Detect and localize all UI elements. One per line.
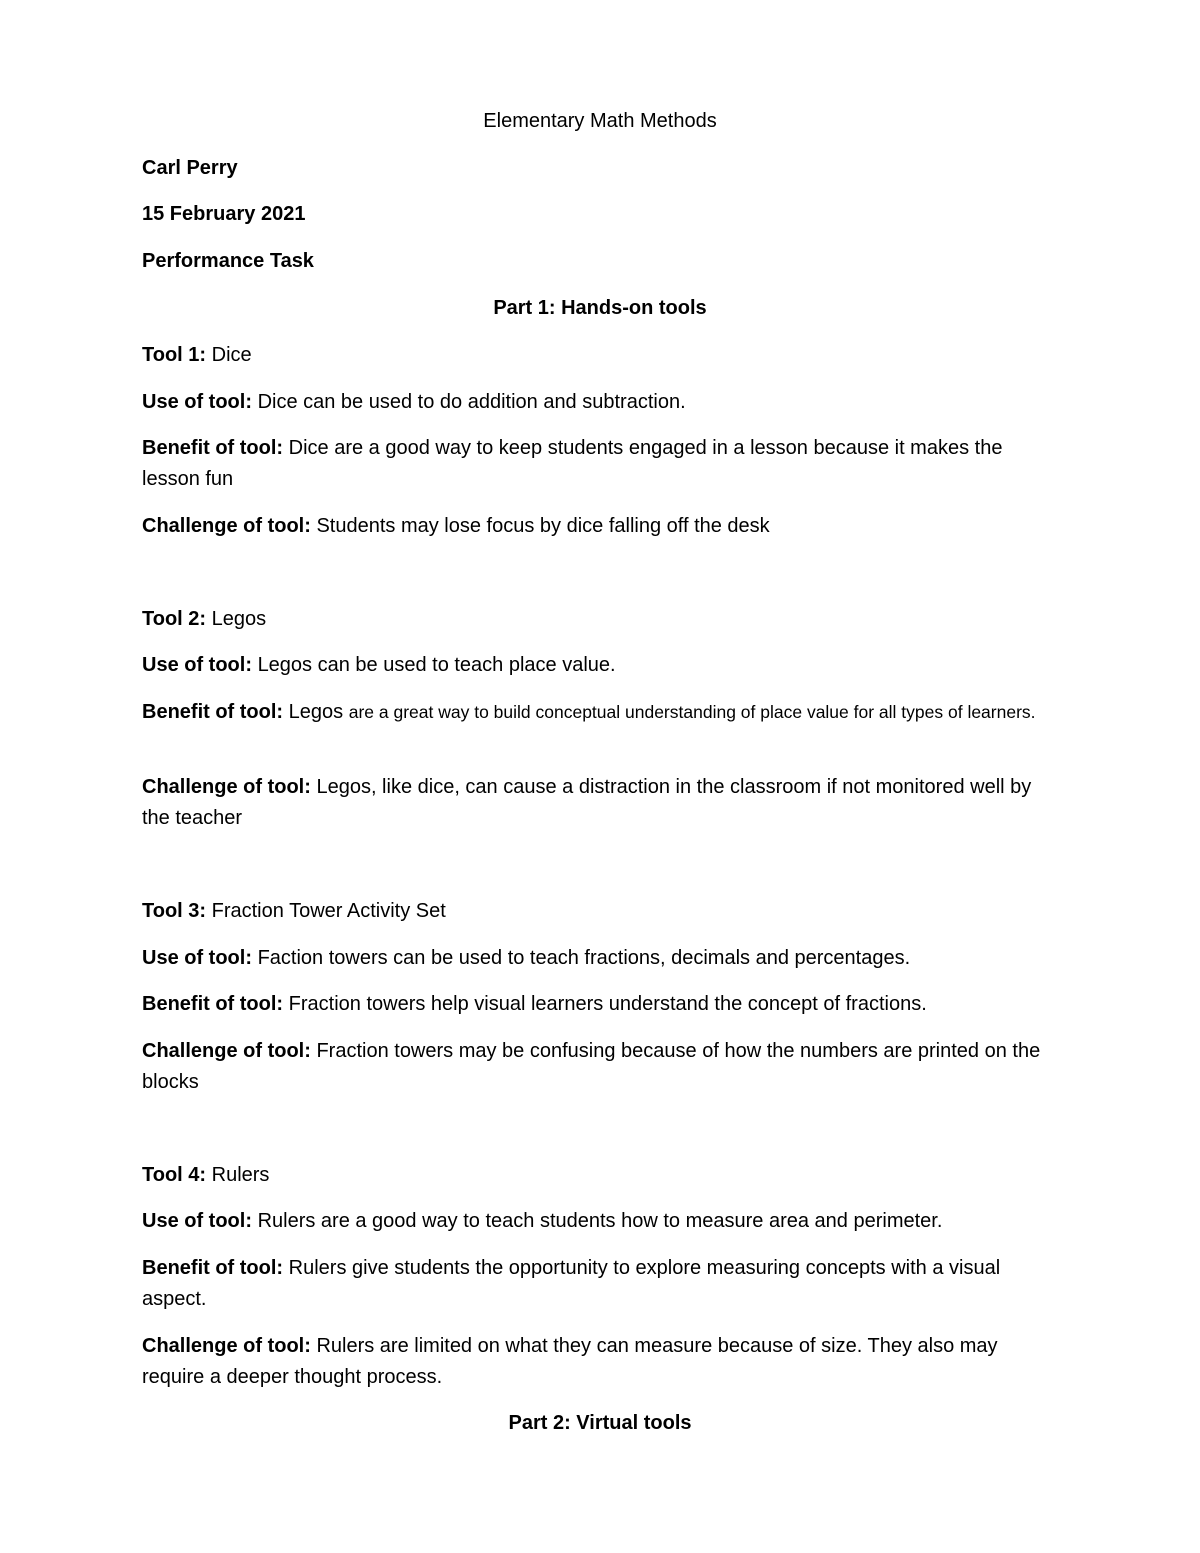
tool-heading [142, 604, 1062, 635]
tool-use [142, 943, 1062, 974]
tool-benefit [142, 989, 1062, 1020]
tool-label: Tool 1: [142, 344, 207, 366]
benefit-label: Benefit of tool: [142, 437, 284, 459]
use-label: Use of tool: [142, 947, 252, 969]
tool-use [142, 387, 1062, 418]
tool-name: Legos [211, 608, 267, 630]
use-text: Legos can be used to teach place value. [257, 654, 616, 676]
tool-benefit [142, 1253, 1062, 1315]
challenge-text: Legos, like dice, can cause a distraction in the classroom if not monitored well by the teacher [142, 776, 1032, 829]
benefit-text: Rulers give students the opportunity to explore measuring concepts with a visual aspect. [142, 1257, 1001, 1310]
tool-challenge [142, 511, 1062, 542]
tool-use [142, 1206, 1062, 1237]
benefit-label: Benefit of tool: [142, 993, 284, 1015]
use-text: Faction towers can be used to teach fractions, decimals and percentages. [257, 947, 911, 969]
challenge-label: Challenge of tool: [142, 515, 311, 537]
tool-label: Tool 4: [142, 1164, 207, 1186]
tool-heading [142, 896, 1062, 927]
challenge-text: Students may lose focus by dice falling off the desk [316, 515, 770, 537]
use-label: Use of tool: [142, 1210, 252, 1232]
tool-heading [142, 340, 1062, 371]
challenge-label: Challenge of tool: [142, 776, 311, 798]
tool-challenge [142, 1036, 1062, 1098]
benefit-label: Benefit of tool: [142, 701, 284, 723]
author-name: Carl Perry [142, 157, 238, 179]
use-label: Use of tool: [142, 391, 252, 413]
use-text: Rulers are a good way to teach students how to measure area and perimeter. [257, 1210, 943, 1232]
part2-heading: Part 2: Virtual tools [508, 1412, 692, 1434]
tool-name: Rulers [211, 1164, 270, 1186]
assignment-name: Performance Task [142, 250, 314, 272]
tool-benefit [142, 697, 1062, 728]
challenge-label: Challenge of tool: [142, 1040, 311, 1062]
tool-benefit [142, 433, 1062, 495]
tool-name: Fraction Tower Activity Set [211, 900, 446, 922]
tool-heading [142, 1160, 1062, 1191]
tool-name: Dice [211, 344, 252, 366]
challenge-label: Challenge of tool: [142, 1335, 311, 1357]
tool-label: Tool 2: [142, 608, 207, 630]
challenge-text: Rulers are limited on what they can measure because of size. They also may require a deeper thought process. [142, 1335, 998, 1388]
document-date: 15 February 2021 [142, 203, 306, 225]
tool-use [142, 650, 1062, 681]
benefit-lead: Legos [288, 701, 344, 723]
benefit-text: are a great way to build conceptual understanding of place value for all types of learners. [348, 702, 1036, 722]
benefit-text: Fraction towers help visual learners understand the concept of fractions. [288, 993, 927, 1015]
benefit-text: Dice are a good way to keep students engaged in a lesson because it makes the lesson fun [142, 437, 1003, 490]
challenge-text: Fraction towers may be confusing because of how the numbers are printed on the blocks [142, 1040, 1041, 1093]
tool-challenge [142, 772, 1062, 834]
use-text: Dice can be used to do addition and subtraction. [257, 391, 686, 413]
benefit-label: Benefit of tool: [142, 1257, 284, 1279]
tool-label: Tool 3: [142, 900, 207, 922]
tool-challenge [142, 1331, 1062, 1393]
document-title: Elementary Math Methods [483, 110, 717, 132]
part1-heading: Part 1: Hands-on tools [493, 297, 707, 319]
use-label: Use of tool: [142, 654, 252, 676]
